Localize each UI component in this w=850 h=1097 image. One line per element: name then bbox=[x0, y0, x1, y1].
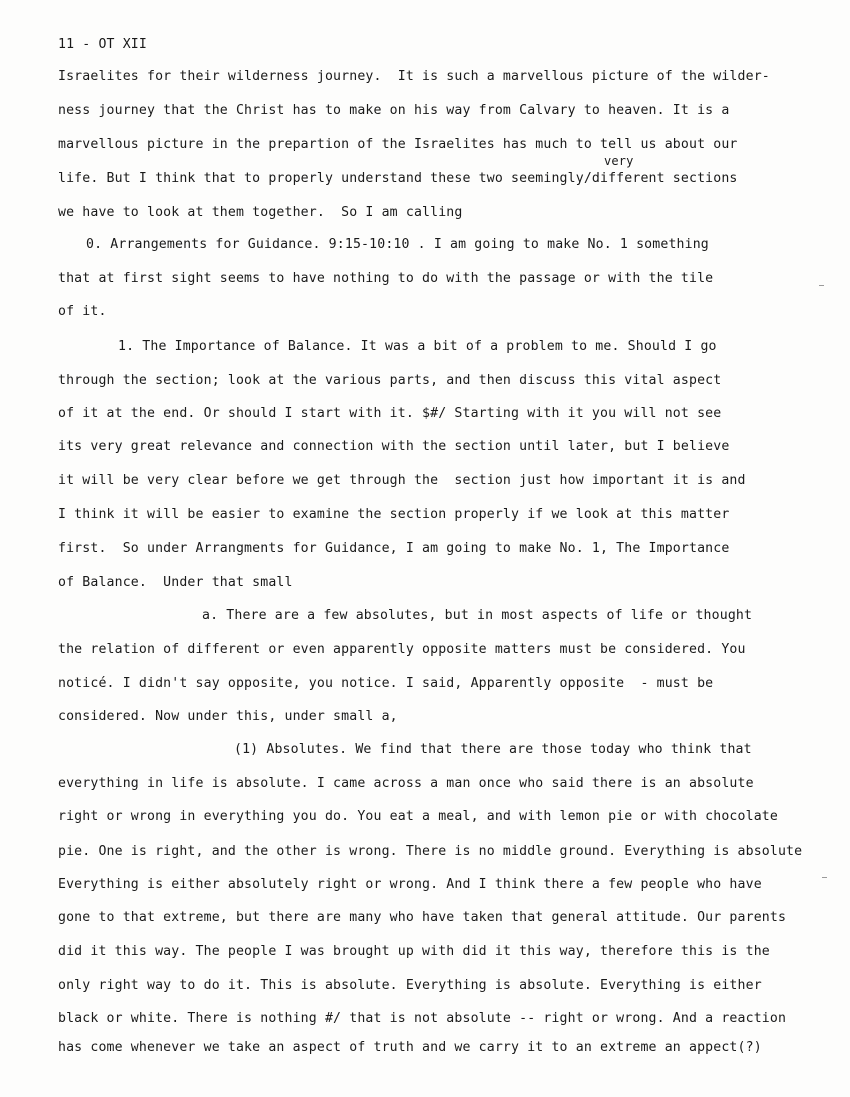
text-line-11: of it at the end. Or should I start with it. $#/ Starting with it you will not see bbox=[58, 406, 722, 421]
text-line-24: pie. One is right, and the other is wrong. There is no middle ground. Everything is absolute bbox=[58, 844, 803, 859]
page-header: 11 - OT XII bbox=[58, 37, 147, 52]
text-line-8: of it. bbox=[58, 304, 107, 319]
text-line-7: that at first sight seems to have nothing to do with the passage or with the tile bbox=[58, 271, 714, 286]
text-line-18: the relation of different or even apparently opposite matters must be considered. You bbox=[58, 642, 746, 657]
text-line-15: first. So under Arrangments for Guidance, I am going to make No. 1, The Importance bbox=[58, 541, 730, 556]
text-line-26: gone to that extreme, but there are many who have taken that general attitude. Our parents bbox=[58, 910, 787, 925]
margin-mark bbox=[819, 285, 824, 286]
text-line-4: life. But I think that to properly understand these two seemingly/different sections bbox=[58, 171, 738, 186]
text-line-5: we have to look at them together. So I am calling bbox=[58, 205, 463, 220]
text-line-6: 0. Arrangements for Guidance. 9:15-10:10 . I am going to make No. 1 something bbox=[86, 237, 709, 252]
text-line-12: its very great relevance and connection with the section until later, but I believe bbox=[58, 439, 730, 454]
text-line-13: it will be very clear before we get through the section just how important it is and bbox=[58, 473, 746, 488]
text-line-1: Israelites for their wilderness journey. It is such a marvellous picture of the wilder- bbox=[58, 69, 770, 84]
text-line-14: I think it will be easier to examine the section properly if we look at this matter bbox=[58, 507, 730, 522]
text-line-29: black or white. There is nothing #/ that is not absolute -- right or wrong. And a reaction bbox=[58, 1011, 787, 1026]
text-line-27: did it this way. The people I was brought up with did it this way, therefore this is the bbox=[58, 944, 770, 959]
text-line-30: has come whenever we take an aspect of truth and we carry it to an extreme an appect(?) bbox=[58, 1040, 762, 1055]
text-line-17: a. There are a few absolutes, but in most aspects of life or thought bbox=[202, 608, 753, 623]
text-line-20: considered. Now under this, under small a, bbox=[58, 709, 398, 724]
text-line-25: Everything is either absolutely right or wrong. And I think there a few people who have bbox=[58, 877, 762, 892]
text-line-28: only right way to do it. This is absolute. Everything is absolute. Everything is either bbox=[58, 978, 762, 993]
text-line-9: 1. The Importance of Balance. It was a bit of a problem to me. Should I go bbox=[118, 339, 717, 354]
text-line-19: noticé. I didn't say opposite, you notice. I said, Apparently opposite - must be bbox=[58, 676, 714, 691]
text-line-23: right or wrong in everything you do. You eat a meal, and with lemon pie or with chocolate bbox=[58, 809, 778, 824]
text-line-3: marvellous picture in the prepartion of the Israelites has much to tell us about our bbox=[58, 137, 738, 152]
text-line-16: of Balance. Under that small bbox=[58, 575, 293, 590]
interlinear-insert: very bbox=[604, 154, 634, 168]
text-line-2: ness journey that the Christ has to make on his way from Calvary to heaven. It is a bbox=[58, 103, 730, 118]
margin-mark bbox=[822, 877, 827, 878]
text-line-10: through the section; look at the various parts, and then discuss this vital aspect bbox=[58, 373, 722, 388]
text-line-21: (1) Absolutes. We find that there are those today who think that bbox=[234, 742, 752, 757]
text-line-22: everything in life is absolute. I came across a man once who said there is an absolute bbox=[58, 776, 754, 791]
